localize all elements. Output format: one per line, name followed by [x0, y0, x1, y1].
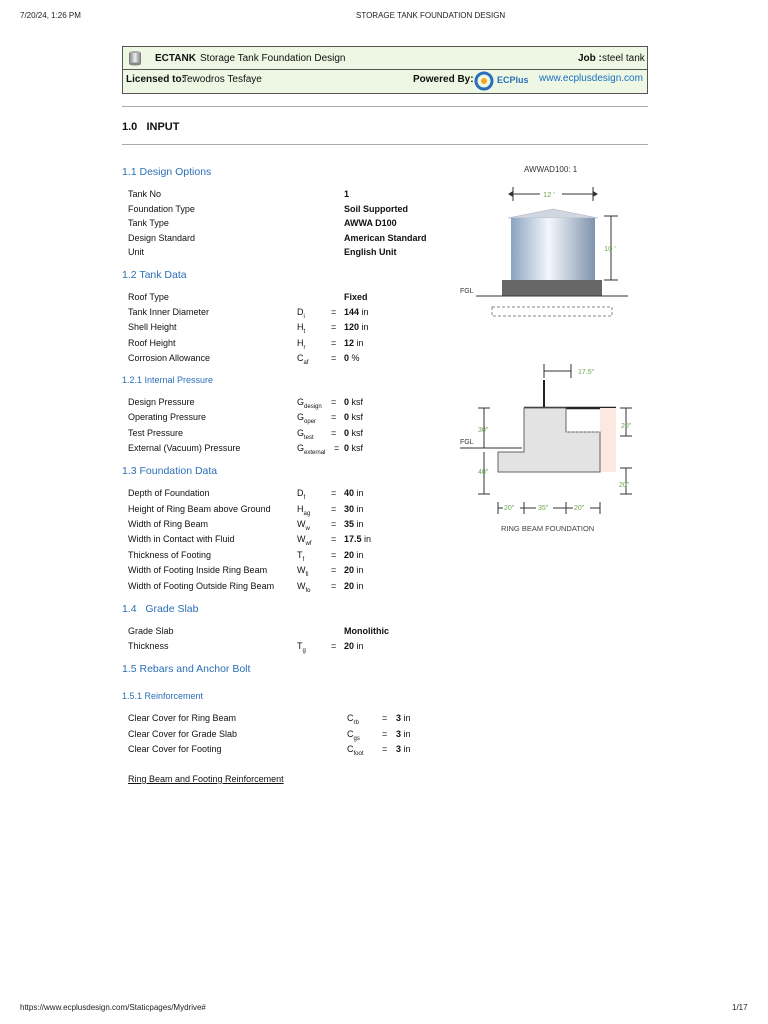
row-value: 20 in: [344, 565, 364, 575]
row-label: Clear Cover for Grade Slab: [128, 729, 238, 739]
print-title: STORAGE TANK FOUNDATION DESIGN: [356, 11, 506, 20]
footing-outline: [492, 307, 612, 316]
heading-tank-data: 1.2 Tank Data: [122, 269, 187, 281]
row-label: Depth of Foundation: [128, 488, 210, 498]
dim-height-label: 10 ': [604, 244, 616, 253]
row-value: Fixed: [344, 292, 368, 302]
dim-width-label: 12 ': [543, 190, 555, 199]
row-label: Design Standard: [128, 233, 196, 243]
row-symbol: $W_{fo}$: [297, 581, 311, 594]
row-label: Thickness of Footing: [128, 550, 212, 560]
row-label: Shell Height: [128, 322, 177, 332]
heading-grade-slab: 1.4 Grade Slab: [122, 603, 199, 615]
row-label: Corrosion Allowance: [128, 353, 211, 363]
row-symbol: $D_f$: [297, 488, 306, 501]
row-equals: =: [331, 397, 337, 407]
row-value: American Standard: [344, 233, 427, 243]
row-value: 3 in: [396, 713, 411, 723]
row-symbol: $G_{external}$: [297, 443, 326, 456]
divider-section: [122, 144, 648, 145]
row-label: Width of Footing Inside Ring Beam: [128, 565, 268, 575]
row-label: Roof Height: [128, 338, 176, 348]
row-symbol: $G_{design}$: [297, 397, 322, 410]
row-symbol: $T_g$: [297, 641, 306, 654]
ground-label: FGL: [460, 288, 474, 295]
dim-left-height-label: 30": [478, 427, 489, 434]
heading-rebars: 1.5 Rebars and Anchor Bolt: [122, 663, 251, 675]
row-label: Tank No: [128, 189, 162, 199]
tank-roof: [508, 209, 598, 218]
heading-foundation-data: 1.3 Foundation Data: [122, 465, 218, 477]
row-label: Design Pressure: [128, 397, 195, 407]
row-equals: =: [331, 565, 337, 575]
row-symbol: $H_t$: [297, 322, 306, 335]
row-label: Tank Type: [128, 218, 169, 228]
row-equals: =: [331, 488, 337, 498]
ring-diagram-caption: RING BEAM FOUNDATION: [501, 524, 595, 533]
row-value: 144 in: [344, 307, 369, 317]
reinforcement-link[interactable]: Ring Beam and Footing Reinforcement: [128, 774, 284, 784]
row-symbol: $C_{af}$: [297, 353, 309, 366]
row-equals: =: [331, 641, 337, 651]
website-link[interactable]: www.ecplusdesign.com: [539, 73, 643, 84]
dim-top-line: [544, 364, 571, 378]
row-equals: =: [331, 338, 337, 348]
row-symbol: $C_{foot}$: [347, 744, 364, 757]
row-label: Roof Type: [128, 292, 169, 302]
row-symbol: $W_{fi}$: [297, 565, 309, 578]
dim-right-top-label: 20": [621, 423, 632, 430]
section-title: 1.0 INPUT: [122, 121, 180, 133]
row-equals: =: [331, 504, 337, 514]
row-value: 0 %: [344, 353, 360, 363]
row-value: 20 in: [344, 581, 364, 591]
dim-left-depth-label: 40": [478, 469, 489, 476]
row-equals: =: [334, 443, 340, 453]
row-symbol: $C_{gs}$: [347, 729, 360, 742]
powered-brand: ECPlus: [497, 75, 529, 85]
row-equals: =: [331, 353, 337, 363]
row-equals: =: [331, 412, 337, 422]
row-symbol: $G_{oper}$: [297, 412, 317, 425]
row-label: Height of Ring Beam above Ground: [128, 504, 271, 514]
dim-bottom-2-label: 35": [538, 505, 549, 512]
licensed-value: Tewodros Tesfaye: [182, 74, 262, 85]
tank-diagram: [456, 160, 648, 320]
row-label: Foundation Type: [128, 204, 195, 214]
row-value: AWWA D100: [344, 218, 397, 228]
app-title: Storage Tank Foundation Design: [200, 53, 346, 64]
row-value: Monolithic: [344, 626, 389, 636]
heading-internal-pressure: 1.2.1 Internal Pressure: [122, 375, 214, 385]
print-url: https://www.ecplusdesign.com/Staticpages/Mydrive#: [20, 1003, 206, 1012]
row-value: 120 in: [344, 322, 369, 332]
row-symbol: $H_{ag}$: [297, 504, 311, 517]
row-label: Width of Footing Outside Ring Beam: [128, 581, 275, 591]
dim-right-top-line: [620, 408, 632, 436]
ring-beam-diagram: [456, 360, 648, 540]
row-equals: =: [331, 550, 337, 560]
row-label: Test Pressure: [128, 428, 184, 438]
row-equals: =: [331, 534, 337, 544]
row-value: 20 in: [344, 550, 364, 560]
row-label: Operating Pressure: [128, 412, 207, 422]
row-equals: =: [331, 428, 337, 438]
row-label: Thickness: [128, 641, 169, 651]
row-symbol: $D_i$: [297, 307, 305, 320]
row-symbol: $H_r$: [297, 338, 306, 351]
row-equals: =: [382, 744, 388, 754]
row-equals: =: [331, 322, 337, 332]
tank-diagram-title: AWWAD100: 1: [524, 165, 578, 174]
tank-logo-icon: [127, 50, 143, 66]
tank-shell: [511, 218, 595, 280]
ring-ground-label: FGL: [460, 439, 474, 446]
row-equals: =: [331, 581, 337, 591]
job-label: Job :: [578, 53, 602, 64]
row-equals: =: [331, 307, 337, 317]
row-label: Unit: [128, 247, 145, 257]
row-symbol: $C_{rb}$: [347, 713, 359, 726]
dim-right-bottom-label: 20": [619, 482, 630, 489]
row-equals: =: [331, 519, 337, 529]
licensed-label: Licensed to:: [126, 74, 185, 85]
ring-beam-section: [498, 408, 600, 472]
row-label: External (Vacuum) Pressure: [128, 443, 241, 453]
row-equals: =: [382, 729, 388, 739]
powered-label: Powered By:: [413, 74, 474, 85]
app-header-box: [122, 46, 648, 94]
dim-bottom-1-label: 20": [504, 505, 515, 512]
row-value: 40 in: [344, 488, 364, 498]
row-value: 3 in: [396, 744, 411, 754]
row-value: 0 ksf: [344, 428, 364, 438]
dim-top-label: 17.5": [578, 369, 595, 376]
row-value: 3 in: [396, 729, 411, 739]
divider-top: [122, 106, 648, 107]
row-value: 1: [344, 189, 350, 199]
dim-bottom-3-label: 20": [574, 505, 585, 512]
app-header-row: [123, 47, 647, 70]
job-value: steel tank: [602, 53, 645, 64]
row-symbol: $W_w$: [297, 519, 310, 532]
row-label: Width of Ring Beam: [128, 519, 209, 529]
dim-right-bottom-line: [620, 468, 632, 494]
row-value: 12 in: [344, 338, 364, 348]
row-symbol: $T_f$: [297, 550, 305, 563]
print-datetime: 7/20/24, 1:26 PM: [20, 11, 81, 20]
row-label: Clear Cover for Ring Beam: [128, 713, 237, 723]
row-value: 30 in: [344, 504, 364, 514]
heading-design-options: 1.1 Design Options: [122, 166, 212, 178]
app-name: ECTANK: [155, 53, 196, 64]
row-value: 17.5 in: [344, 534, 372, 544]
row-label: Grade Slab: [128, 626, 174, 636]
row-value: 35 in: [344, 519, 364, 529]
row-value: 0 ksf: [344, 443, 364, 453]
row-value: Soil Supported: [344, 204, 408, 214]
row-symbol: $G_{test}$: [297, 428, 314, 441]
soil-fill: [600, 408, 616, 472]
row-value: 0 ksf: [344, 397, 364, 407]
row-value: 20 in: [344, 641, 364, 651]
row-symbol: $W_{wf}$: [297, 534, 312, 547]
row-label: Tank Inner Diameter: [128, 307, 210, 317]
row-value: 0 ksf: [344, 412, 364, 422]
row-label: Clear Cover for Footing: [128, 744, 222, 754]
ecplus-logo-icon: [473, 71, 495, 91]
row-value: English Unit: [344, 247, 397, 257]
row-equals: =: [382, 713, 388, 723]
tank-foundation: [502, 280, 602, 296]
row-label: Width in Contact with Fluid: [128, 534, 235, 544]
heading-reinforcement: 1.5.1 Reinforcement: [122, 691, 204, 701]
print-page-number: 1/17: [732, 1003, 748, 1012]
